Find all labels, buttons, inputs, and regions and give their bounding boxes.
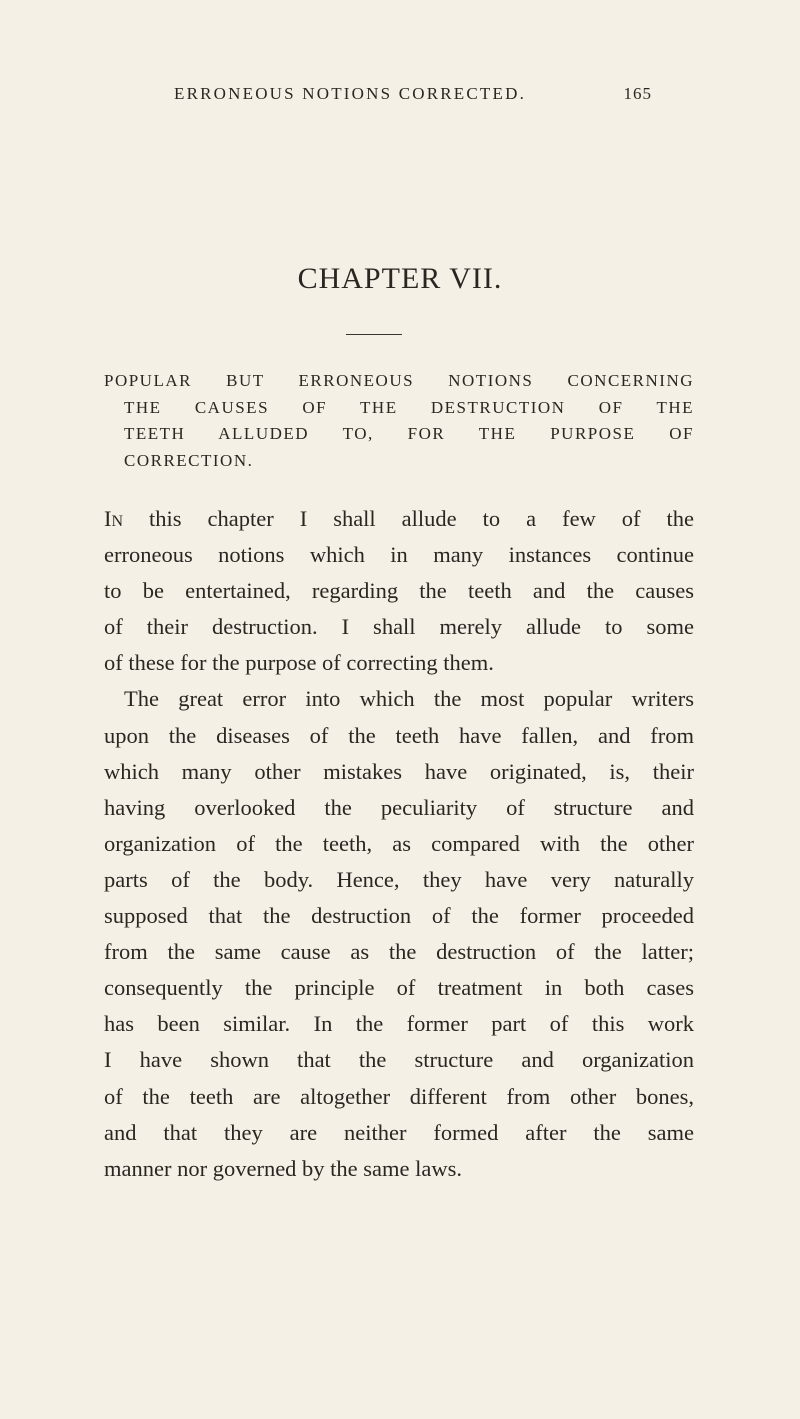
paragraph-line: and that they are neither formed after the same — [104, 1119, 694, 1145]
page-number: 165 — [623, 84, 652, 103]
summary-line: CORRECTION. — [124, 450, 254, 470]
paragraph-line: The great error into which the most popular writers — [124, 686, 694, 712]
chapter-title: CHAPTER VII. — [297, 262, 503, 295]
paragraph-line: organization of the teeth, as compared with the other — [104, 830, 694, 856]
paragraph-line: to be entertained, regarding the teeth and the causes — [104, 578, 694, 604]
paragraph-line: of these for the purpose of correcting them. — [104, 650, 494, 676]
paragraph-line: supposed that the destruction of the former proceeded — [104, 903, 694, 929]
paragraph-line: consequently the principle of treatment in both cases — [104, 975, 694, 1001]
paragraph-line: from the same cause as the destruction of the latter; — [104, 939, 694, 965]
paragraph-line: which many other mistakes have originated, is, their — [104, 758, 694, 784]
chapter-summary — [104, 368, 694, 474]
running-header — [174, 84, 652, 114]
paragraph-line: has been similar. In the former part of this work — [104, 1011, 694, 1037]
paragraph-line: I have shown that the structure and organization — [104, 1047, 694, 1073]
section-rule — [346, 334, 402, 335]
paragraph-line: parts of the body. Hence, they have very naturally — [104, 866, 694, 892]
opening-word: In — [104, 506, 124, 531]
paragraph-line: manner nor governed by the same laws. — [104, 1155, 463, 1181]
paragraph-line: of their destruction. I shall merely allude to some — [104, 614, 694, 640]
paragraph-line: erroneous notions which in many instances continue — [104, 542, 694, 568]
paragraph-line: having overlooked the peculiarity of structure and — [104, 794, 694, 820]
body-text — [104, 501, 694, 1187]
paragraph-line — [104, 501, 694, 537]
summary-line: POPULAR BUT ERRONEOUS NOTIONS CONCERNING — [104, 371, 694, 390]
summary-line: TEETH ALLUDED TO, FOR THE PURPOSE OF — [124, 424, 694, 443]
running-title: ERRONEOUS NOTIONS CORRECTED. — [174, 84, 527, 103]
summary-line: THE CAUSES OF THE DESTRUCTION OF THE — [124, 397, 694, 417]
paragraph-line: upon the diseases of the teeth have fallen, and from — [104, 722, 694, 748]
paragraph-line: of the teeth are altogether different from other bones, — [104, 1083, 694, 1109]
line-text: this chapter I shall allude to a few of the — [123, 506, 694, 531]
